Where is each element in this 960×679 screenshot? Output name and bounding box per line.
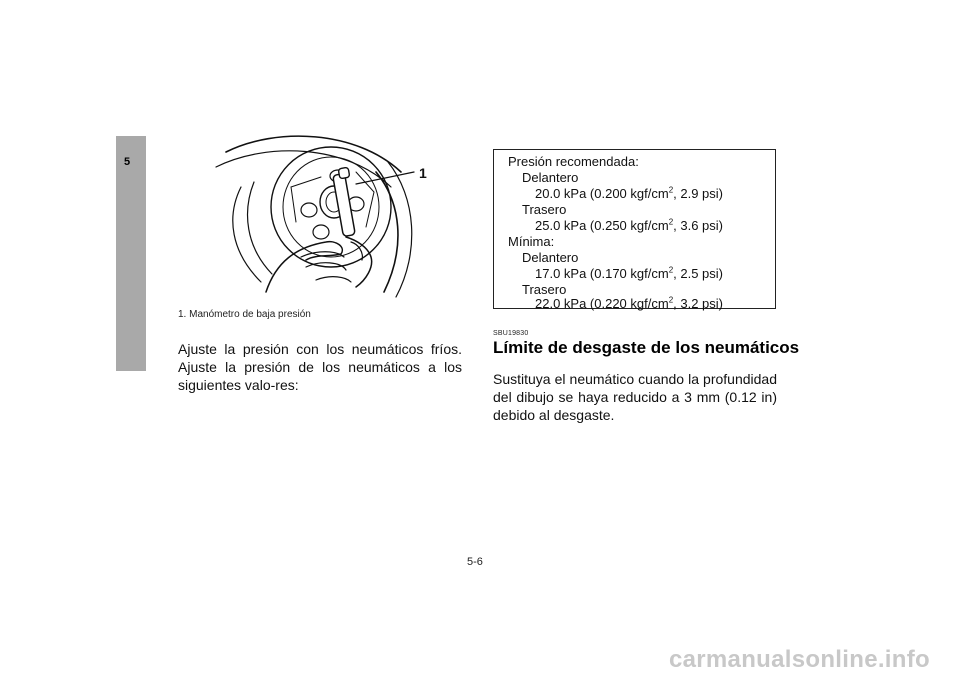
body-paragraph-wear: Sustituya el neumático cuando la profundidad del dibujo se haya reducido a 3 mm (0.12 in) debido al desgaste. bbox=[493, 371, 777, 423]
spec-recommended-title: Presión recomendada: bbox=[508, 154, 639, 169]
tire-gauge-illustration bbox=[206, 132, 456, 302]
spec-minimum-title: Mínima: bbox=[508, 234, 555, 249]
spec-min-front-value: 17.0 kPa (0.170 kgf/$cm^2$, 2.5 psi) bbox=[535, 265, 723, 281]
spec-min-rear-label: Trasero bbox=[522, 282, 567, 297]
wheel-gauge-drawing bbox=[206, 132, 456, 302]
section-code: SBU19830 bbox=[493, 330, 529, 337]
page-number: 5-6 bbox=[467, 556, 483, 568]
chapter-tab bbox=[116, 136, 146, 371]
spec-front-value: 20.0 kPa (0.200 kgf/$cm^2$, 2.9 psi) bbox=[535, 185, 723, 201]
spec-rear-label: Trasero bbox=[522, 202, 567, 217]
pressure-spec-box bbox=[493, 149, 776, 309]
spec-min-rear-value: 22.0 kPa (0.220 kgf/$cm^2$, 3.2 psi) bbox=[535, 295, 723, 311]
watermark: carmanualsonline.info bbox=[668, 646, 930, 673]
chapter-number: 5 bbox=[124, 156, 131, 168]
section-heading: Límite de desgaste de los neumáticos bbox=[493, 338, 800, 357]
spec-min-front-label: Delantero bbox=[522, 250, 579, 265]
figure-caption: 1. Manómetro de baja presión bbox=[178, 309, 311, 320]
spec-front-label: Delantero bbox=[522, 170, 579, 185]
body-paragraph-pressure: Ajuste la presión con los neumáticos fríos. Ajuste la presión de los neumáticos a los siguientes valo-res: bbox=[178, 341, 462, 393]
callout-number: 1 bbox=[419, 165, 427, 181]
spec-rear-value: 25.0 kPa (0.250 kgf/$cm^2$, 3.6 psi) bbox=[535, 217, 723, 233]
